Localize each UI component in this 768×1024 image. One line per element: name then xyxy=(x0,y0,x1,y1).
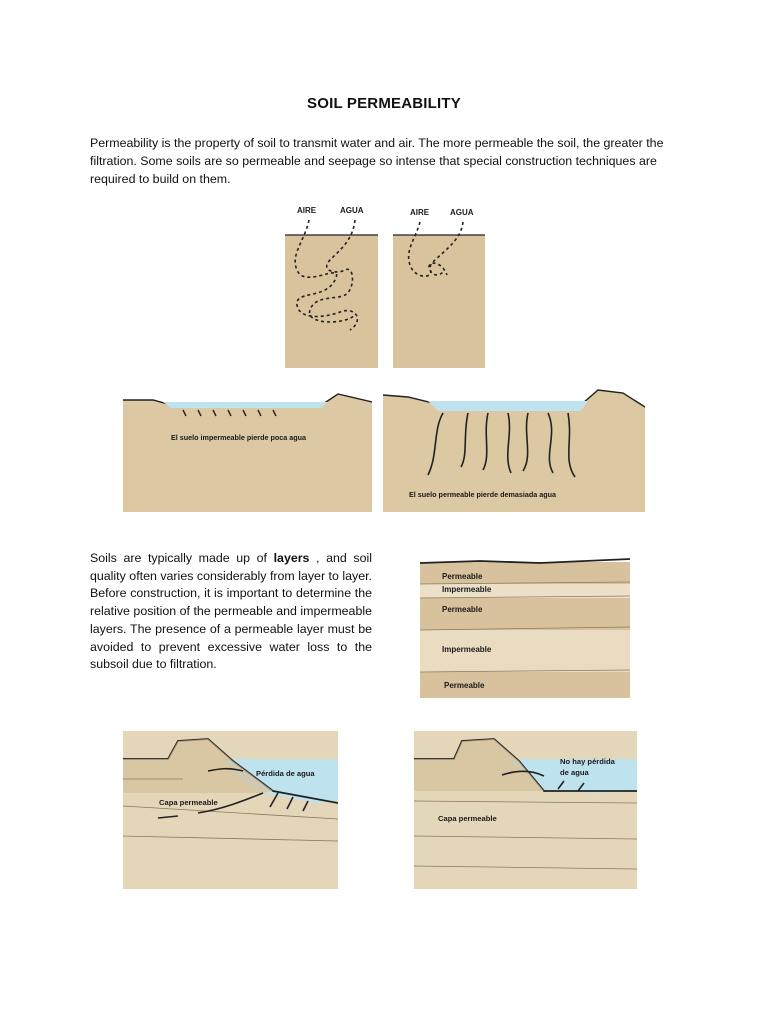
left-aire-label: AIRE xyxy=(297,206,317,215)
air-water-figure xyxy=(285,200,485,368)
impermeable-caption: El suelo impermeable pierde poca agua xyxy=(171,433,307,442)
layers-para-start: Soils are typically made up of xyxy=(90,551,274,565)
permeable-caption: El suelo permeable pierde demasiada agua xyxy=(409,490,557,499)
soil-block-left xyxy=(285,235,378,368)
layers-paragraph xyxy=(90,550,372,674)
no-loss-label-line2: de agua xyxy=(560,768,589,777)
no-loss-label-line1: No hay pérdida xyxy=(560,757,615,766)
layers-bold-word: layers xyxy=(273,551,310,565)
right-aire-label: AIRE xyxy=(410,208,430,217)
left-agua-label: AGUA xyxy=(340,206,364,215)
soil-layers-figure xyxy=(420,552,630,698)
layers-para-rest: , and soil quality often varies considerably from layer to layer. Before construction, it is important to determine the relative position of the permeable and impermeable layers. The presence of a permeable layer must be avoided to prevent excessive water loss to the subsoil due to filtration. xyxy=(90,551,372,672)
layer-label-5: Permeable xyxy=(444,681,485,690)
water-loss-label: Pérdida de agua xyxy=(256,769,315,778)
soil-block-right xyxy=(393,235,485,368)
intro-paragraph: Permeability is the property of soil to transmit water and air. The more permeable the soil, the greater the filtration. Some soils are so permeable and seepage so intense that special construction techniques are required to build on them. xyxy=(90,136,664,186)
page-title: SOIL PERMEABILITY xyxy=(307,95,461,112)
right-agua-label: AGUA xyxy=(450,208,474,217)
layer-label-1: Permeable xyxy=(442,572,483,581)
right-permeable-layer-label: Capa permeable xyxy=(438,814,497,823)
layer-label-2: Impermeable xyxy=(442,585,492,594)
dam-water-loss-figure xyxy=(123,731,338,889)
layer-label-3: Permeable xyxy=(442,605,483,614)
permeable-pond-figure xyxy=(383,385,645,512)
left-permeable-layer-label: Capa permeable xyxy=(159,798,218,807)
dam-no-loss-figure xyxy=(414,731,637,889)
impermeable-pond-figure xyxy=(123,392,372,512)
layer-label-4: Impermeable xyxy=(442,645,492,654)
